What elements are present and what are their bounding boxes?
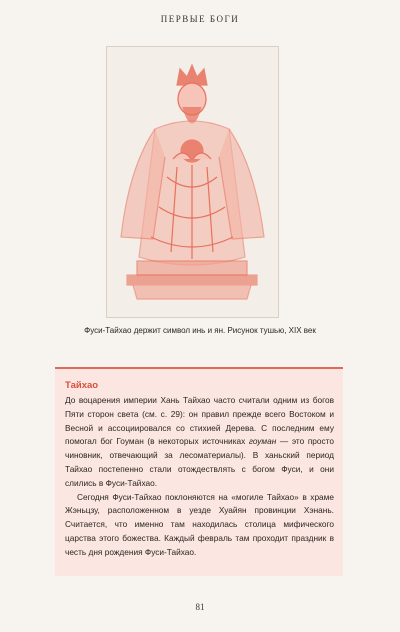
sidebar-paragraph-1	[65, 394, 334, 491]
ink-drawing	[107, 47, 278, 317]
paragraph-1-text-a: До воцарения империи Хань Тайхао часто считали одним из богов Пяти сторон света (см. с. 29): он правил прежде всего Востоком и Весной и ассоциировался со стихией Дерева. С последним ему помогал бог Гоуман (в некоторых источниках	[65, 395, 334, 447]
sidebar-title: Тайхао	[65, 380, 99, 391]
sidebar-paragraph-2: Сегодня Фуси-Тайхао поклоняются на «могиле Тайхао» в храме Жэньцзу, расположенном в уезде Хуайян провинции Хэнань. Считается, что именно там находилась столица мифического царства этого божества. Каждый февраль там проходит праздник в честь дня рождения Фуси-Тайхао.	[65, 491, 334, 557]
running-head: ПЕРВЫЕ БОГИ	[160, 14, 240, 24]
illustration-fuxi-taihao	[106, 46, 279, 318]
page-number: 81	[195, 602, 205, 612]
paragraph-1-text-b: — это просто чиновник, отвечающий за лесоматериалы). В ханьский период Тайхао постепенно стали отождествлять с богом Фуси, и они слились в Фуси-Тайхао.	[65, 436, 335, 488]
figure-caption: Фуси-Тайхао держит символ инь и ян. Рисунок тушью, XIX век	[84, 326, 316, 335]
paragraph-1-emphasis: гоуман	[248, 436, 277, 447]
info-sidebar	[55, 367, 343, 576]
